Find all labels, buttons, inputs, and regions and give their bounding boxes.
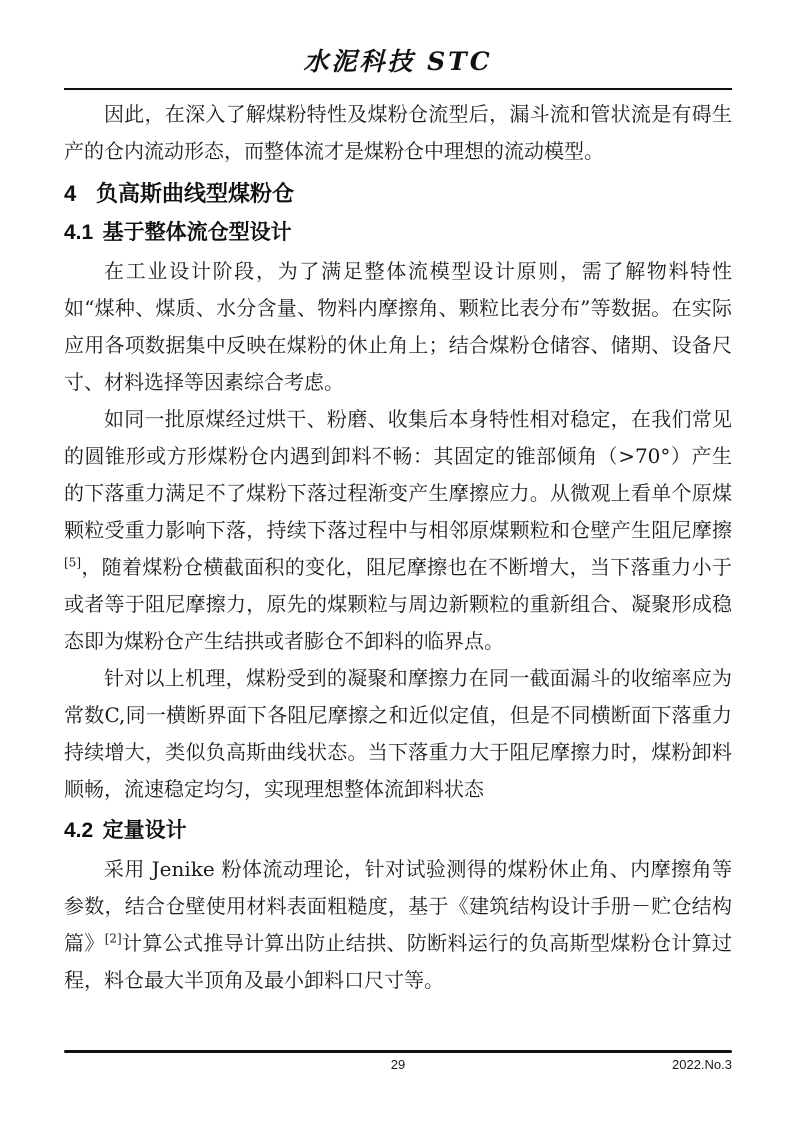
paragraph-mechanism-text: 如同一批原煤经过烘干、粉磨、收集后本身特性相对稳定，在我们常见的圆锥形或方形煤粉仓内遇到卸料不畅：其固定的锥部倾角（>70°）产生的下落重力满足不了煤粉下落过程渐变产生摩擦应力。从微观上看单个原煤颗粒受重力影响下落，持续下落过程中与相邻原煤颗粒和仓壁产生阻尼摩擦 (64, 407, 732, 542)
citation-ref-5: [5] (64, 555, 81, 570)
page-footer (64, 1050, 732, 1075)
journal-title: 水泥科技 STC (303, 47, 493, 76)
section-4-2-number: 4.2 (64, 819, 94, 842)
issue-label: 2022.No.3 (672, 1057, 732, 1072)
paragraph-design-stage: 在工业设计阶段，为了满足整体流模型设计原则，需了解物料特性如“煤种、煤质、水分含量、物料内摩擦角、颗粒比表分布”等数据。在实际应用各项数据集中反映在煤粉的休止角上；结合煤粉仓储容、储期、设备尺寸、材料选择等因素综合考虑。 (64, 259, 732, 394)
paragraph-mechanism (64, 401, 732, 660)
paragraph-mechanism-text-continued: ，随着煤粉仓横截面积的变化，阻尼摩擦也在不断增大，当下落重力小于或者等于阻尼摩擦力，原先的煤颗粒与周边新颗粒的重新组合、凝聚形成稳态即为煤粉仓产生结拱或者膨仓不卸料的临界点。 (64, 555, 732, 653)
section-4-heading (64, 178, 732, 210)
footer-rule (64, 1050, 732, 1053)
paragraph-quantitative (64, 851, 732, 999)
section-4-number: 4 (64, 181, 77, 206)
section-4-1-heading (64, 217, 732, 249)
paragraph-quantitative-text: 采用 Jenike 粉体流动理论，针对试验测得的煤粉休止角、内摩擦角等参数，结合仓壁使用材料表面粗糙度，基于《建筑结构设计手册－贮仓结构篇》 (64, 857, 732, 955)
page-content (64, 0, 732, 999)
header-rule (64, 88, 732, 90)
section-4-1-title: 基于整体流仓型设计 (102, 221, 292, 244)
paragraph-gauss-curve: 针对以上机理，煤粉受到的凝聚和摩擦力在同一截面漏斗的收缩率应为常数C,同一横断界面下各阻尼摩擦之和近似定值，但是不同横断面下落重力持续增大，类似负高斯曲线状态。当下落重力大于阻尼摩擦力时，煤粉卸料顺畅，流速稳定均匀，实现理想整体流卸料状态 (64, 666, 732, 801)
page-header (64, 42, 732, 90)
section-4-2-title: 定量设计 (102, 819, 187, 842)
article-body (64, 96, 732, 999)
section-4-title: 负高斯曲线型煤粉仓 (96, 181, 295, 206)
citation-ref-2: [2] (104, 931, 122, 946)
paragraph-quantitative-text-continued: 计算公式推导计算出防止结拱、防断料运行的负高斯型煤粉仓计算过程，料仓最大半顶角及最小卸料口尺寸等。 (64, 931, 732, 992)
paragraph-conclusion: 因此，在深入了解煤粉特性及煤粉仓流型后，漏斗流和管状流是有碍生产的仓内流动形态，而整体流才是煤粉仓中理想的流动模型。 (64, 102, 732, 163)
page-number: 29 (390, 1057, 406, 1072)
section-4-1-number: 4.1 (64, 221, 94, 244)
section-4-2-heading (64, 815, 732, 847)
footer-row (64, 1057, 732, 1075)
